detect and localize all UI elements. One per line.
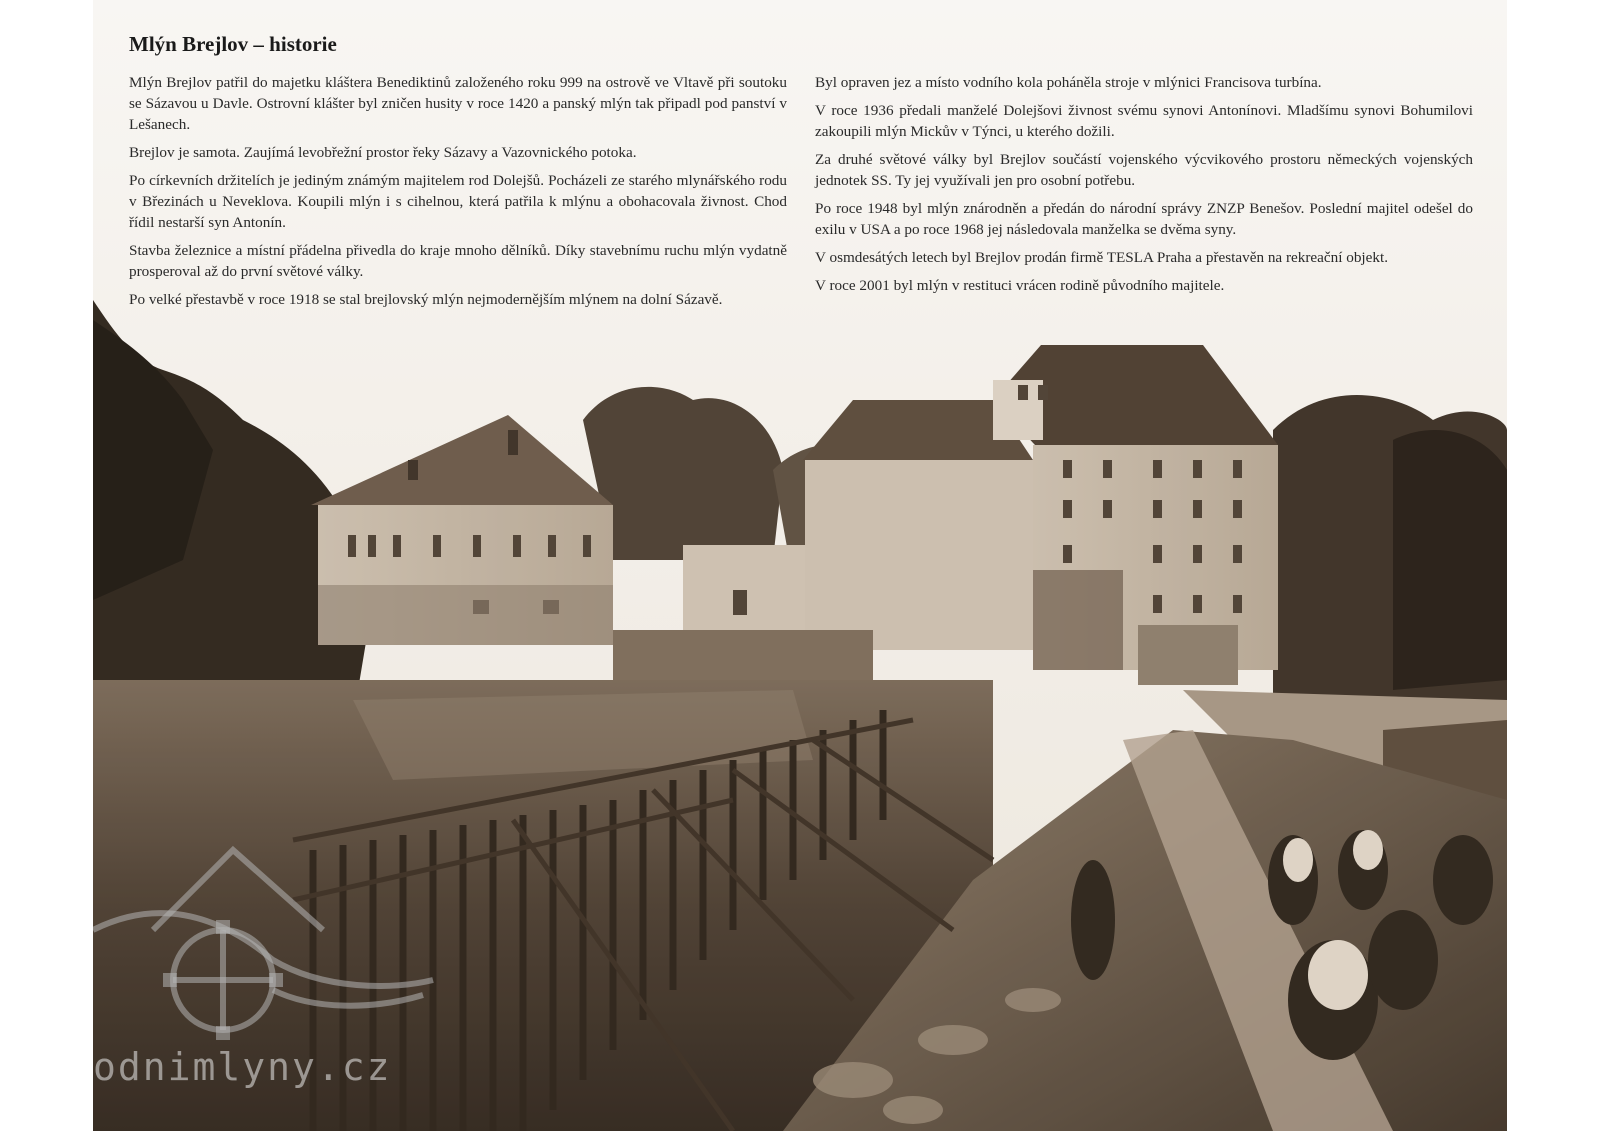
paragraph: Mlýn Brejlov patřil do majetku kláštera Benediktinů založeného roku 999 na ostrově ve Vltavě při soutoku se Sázavou u Davle. Ostrovní klášter byl zničen husity v roce 1420 a panský mlýn tak připadl pod panství v Lešanech.: [129, 74, 787, 133]
document-page: [93, 0, 1507, 1131]
left-text-column: [129, 72, 787, 317]
text-section: [93, 0, 1507, 330]
watermark-text: odnimlyny.cz: [93, 1045, 392, 1089]
right-text-column: [815, 72, 1473, 303]
paragraph: Brejlov je samota. Zaujímá levobřežní prostor řeky Sázavy a Vazovnického potoka.: [129, 144, 637, 161]
paragraph: Po velké přestavbě v roce 1918 se stal brejlovský mlýn nejmodernějším mlýnem na dolní Sázavě.: [129, 291, 723, 308]
paragraph: Po roce 1948 byl mlýn znárodněn a předán do národní správy ZNZP Benešov. Poslední majitel odešel do exilu v USA a po roce 1968 jej následovala manželka se dvěma syny.: [815, 200, 1473, 238]
paragraph: V osmdesátých letech byl Brejlov prodán firmě TESLA Praha a přestavěn na rekreační objekt.: [815, 249, 1389, 266]
paragraph: V roce 1936 předali manželé Dolejšovi živnost svému synovi Antonínovi. Mladšímu synovi Bohumilovi zakoupili mlýn Mickův v Týnci, u kterého dožili.: [815, 102, 1473, 140]
paragraph: V roce 2001 byl mlýn v restituci vrácen rodině původního majitele.: [815, 277, 1225, 294]
paragraph: Za druhé světové války byl Brejlov součástí vojenského výcvikového prostoru německých vojenských jednotek SS. Ty jej využívali jen pro osobní potřebu.: [815, 151, 1473, 189]
page-title: Mlýn Brejlov – historie: [129, 32, 337, 56]
paragraph: Po církevních držitelích je jediným známým majitelem rod Dolejšů. Pocházeli ze starého mlynářského rodu v Březinách u Neveklova. Koupili mlýn i s cihelnou, která patřila k mlýnu a obohacovala živnost. Chod řídil nestarší syn Antonín.: [129, 172, 787, 231]
paragraph: Byl opraven jez a místo vodního kola poháněla stroje v mlýnici Francisova turbína.: [815, 74, 1322, 91]
paragraph: Stavba železnice a místní přádelna přivedla do kraje mnoho dělníků. Díky stavebnímu ruchu mlýn vydatně prosperoval až do první světové války.: [129, 242, 787, 280]
